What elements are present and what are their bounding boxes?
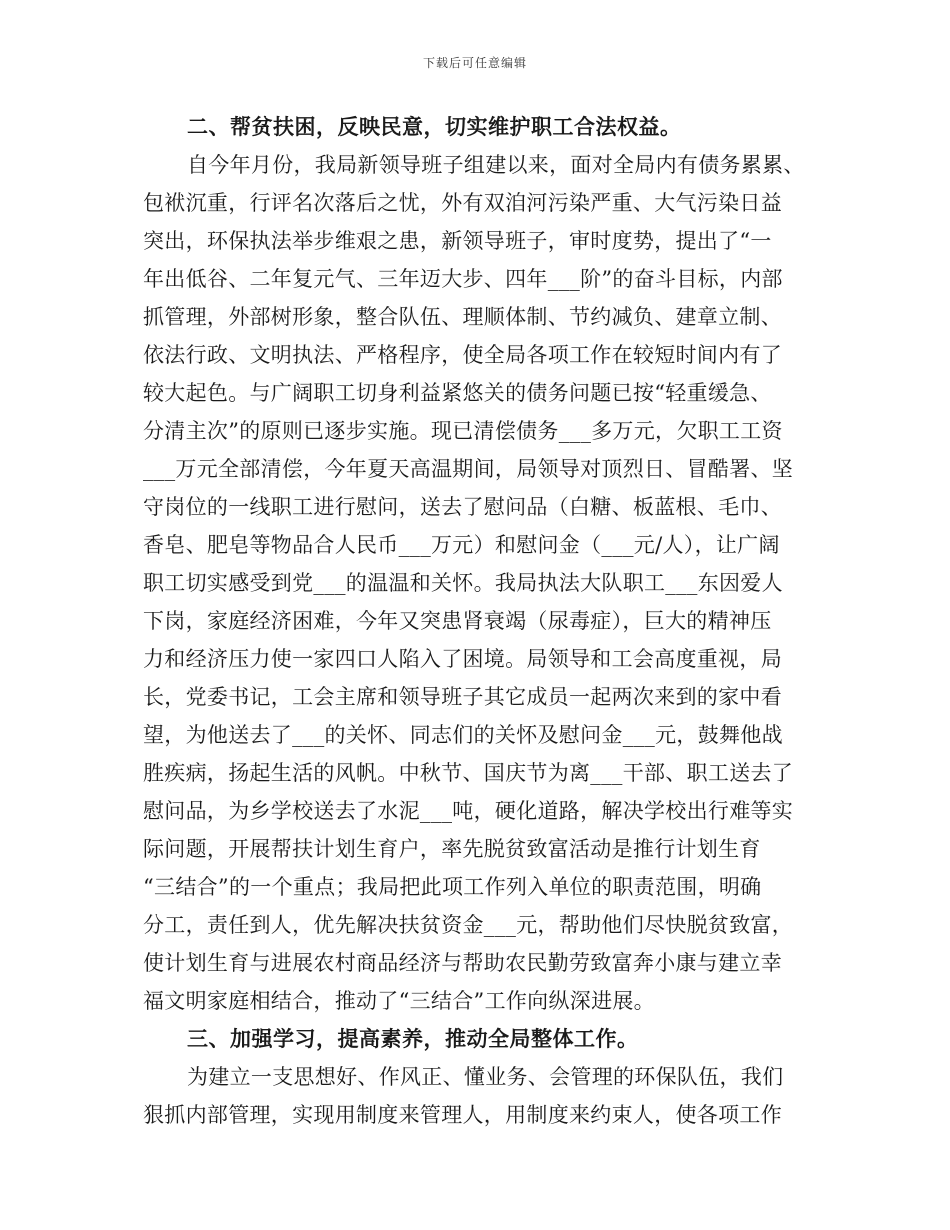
paragraph-line: 分清主次”的原则已逐步实施。现已清偿债务___多万元，欠职工工资 [143, 419, 783, 443]
paragraph-line: 包袱沉重，行评名次落后之忧，外有双洎河污染严重、大气污染日益 [143, 191, 782, 215]
paragraph-line: “三结合”的一个重点；我局把此项工作列入单位的职责范围，明确 [143, 875, 762, 899]
paragraph-line: 下岗，家庭经济困难，今年又突患肾衰竭（尿毒症），巨大的精神压 [143, 609, 772, 633]
paragraph-line: 突出，环保执法举步维艰之患，新领导班子，审时度势，提出了“一 [143, 229, 772, 253]
paragraph-line: 长，党委书记，工会主席和领导班子其它成员一起两次来到的家中看 [143, 685, 782, 709]
paragraph-line: 力和经济压力使一家四口人陷入了困境。局领导和工会高度重视，局 [143, 647, 782, 671]
paragraph-line: 抓管理，外部树形象，整合队伍、理顺体制、节约减负、建章立制、 [143, 305, 782, 329]
paragraph-line: 自今年月份，我局新领导班子组建以来，面对全局内有债务累累、 [187, 153, 805, 177]
paragraph-line: 为建立一支思想好、作风正、懂业务、会管理的环保队伍，我们 [187, 1065, 784, 1089]
paragraph-line: ___万元全部清偿，今年夏天高温期间，局领导对顶烈日、冒酷署、坚 [143, 457, 794, 481]
section-heading-3: 三、加强学习，提高素养，推动全局整体工作。 [187, 1026, 639, 1051]
paragraph-line: 香皂、肥皂等物品合人民币___万元）和慰问金（___元/人），让广阔 [143, 533, 780, 557]
paragraph-line: 使计划生育与进展农村商品经济与帮助农民勤劳致富奔小康与建立幸 [143, 951, 782, 975]
section-heading-2: 二、帮贫扶困，反映民意，切实维护职工合法权益。 [187, 114, 682, 139]
paragraph-line: 胜疾病，扬起生活的风帆。中秋节、国庆节为离___干部、职工送去了 [143, 761, 794, 785]
paragraph-line: 慰问品，为乡学校送去了水泥___吨，硬化道路，解决学校出行难等实 [143, 799, 794, 823]
paragraph-line: 福文明家庭相结合，推动了“三结合”工作向纵深进展。 [143, 989, 655, 1013]
paragraph-line: 望，为他送去了___的关怀、同志们的关怀及慰问金___元，鼓舞他战 [143, 723, 783, 747]
document-body [143, 108, 813, 1134]
header-note: 下载后可任意编辑 [422, 56, 527, 70]
section-paragraph-3 [143, 1058, 813, 1134]
paragraph-line: 狠抓内部管理，实现用制度来管理人，用制度来约束人，使各项工作 [143, 1103, 782, 1127]
paragraph-line: 职工切实感受到党___的温温和关怀。我局执法大队职工___东因爱人 [143, 571, 783, 595]
paragraph-line: 年出低谷、二年复元气、三年迈大步、四年___阶”的奋斗目标，内部 [143, 267, 783, 291]
section-paragraph-2 [143, 146, 813, 1020]
paragraph-line: 较大起色。与广阔职工切身利益紧悠关的债务问题已按“轻重缓急、 [143, 381, 772, 405]
paragraph-line: 依法行政、文明执法、严格程序，使全局各项工作在较短时间内有了 [143, 343, 782, 367]
paragraph-line: 际问题，开展帮扶计划生育户，率先脱贫致富活动是推行计划生育 [143, 837, 761, 861]
paragraph-line: 分工，责任到人，优先解决扶贫资金___元，帮助他们尽快脱贫致富， [143, 913, 794, 937]
paragraph-line: 守岗位的一线职工进行慰问，送去了慰问品（白糖、板蓝根、毛巾、 [143, 495, 782, 519]
